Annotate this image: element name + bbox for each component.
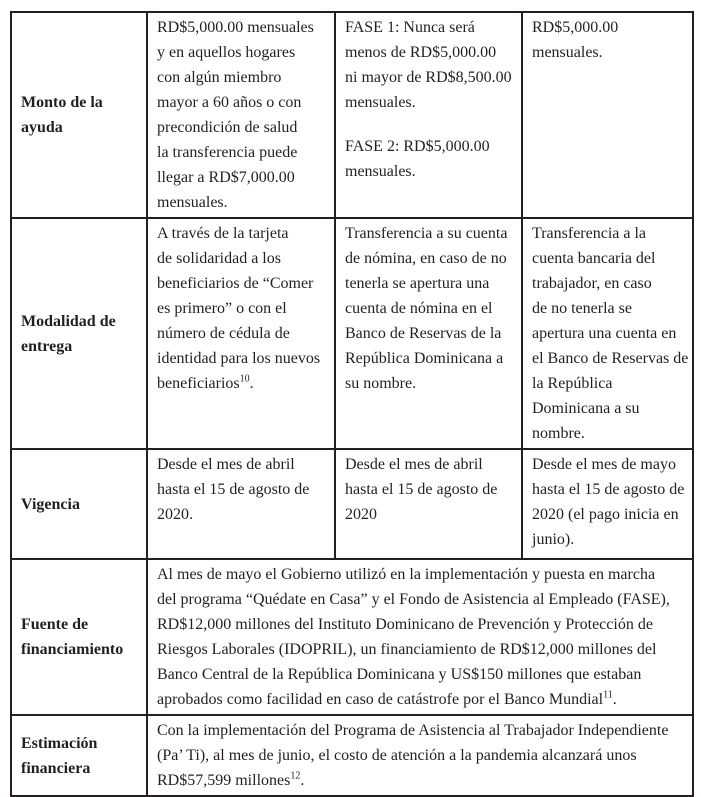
row-label-monto-de-la-ayuda: Monto de la ayuda <box>21 94 103 136</box>
cell-text: Desde el mes de abril hasta el 15 de agosto de 2020 <box>345 456 498 523</box>
cell-text-body: Al mes de mayo el Gobierno utilizó en la implementación y puesta en marcha del programa “Quédate en Casa” y el Fondo de Asistencia al Empleado (FASE), RD$12,000 millones del Instituto Dominicano de Prevención y Protección de Riesgos Laborales (IDOPRIL), un financiamiento de RD$12,000 millones del Banco Central de la República Dominicana y US$150 millones que estaban aprobados como facilidad en caso de catástrofe por el Banco Mundial <box>157 566 670 708</box>
row-modalidad-de-entrega <box>11 218 693 449</box>
row-label-cell <box>11 218 147 449</box>
cell-text: RD$5,000.00 mensuales. <box>532 19 619 61</box>
cell-text: Desde el mes de abril hasta el 15 de agosto de 2020. <box>157 456 310 523</box>
row-label-cell <box>11 449 147 559</box>
cell-text: Transferencia a la cuenta bancaria del trabajador, en caso de no tenerla se apertura una cuenta en el Banco de Reservas de la República Dominicana a su nombre. <box>532 225 689 442</box>
cell-modalidad-program-2 <box>335 218 522 449</box>
cell-text: Desde el mes de mayo hasta el 15 de agosto de 2020 (el pago inicia en junio). <box>532 456 685 548</box>
cell-modalidad-program-3 <box>522 218 693 449</box>
row-estimacion-financiera <box>11 715 693 796</box>
cell-text: Transferencia a su cuenta de nómina, en caso de no tenerla se apertura una cuenta de nómina en el Banco de Reservas de la República Dominicana a su nombre. <box>345 225 508 392</box>
row-label-cell <box>11 12 147 218</box>
footnote-marker: 12 <box>290 770 301 782</box>
footnote-marker: 10 <box>239 373 250 385</box>
cell-vigencia-program-2 <box>335 449 522 559</box>
cell-monto-program-3 <box>522 12 693 218</box>
cell-text <box>157 562 688 712</box>
footnote-marker: 11 <box>603 689 613 701</box>
cell-text-end: . <box>612 691 617 708</box>
cell-text-end: . <box>300 772 305 789</box>
cell-estimacion-merged <box>147 715 693 796</box>
cell-monto-program-1 <box>147 12 335 218</box>
row-label-cell <box>11 715 147 796</box>
row-label-vigencia: Vigencia <box>21 495 80 513</box>
cell-fuente-merged <box>147 559 693 715</box>
cell-text-body: A través de la tarjeta de solidaridad a los beneficiarios de “Comer es primero” o con el número de cédula de identidad para los nuevos beneficiarios <box>157 225 321 392</box>
cell-text-body: Con la implementación del Programa de Asistencia al Trabajador Independiente (Pa’ Ti), al mes de junio, el costo de atención a la pandemia alcanzará unos RD$57,599 millones <box>157 722 669 789</box>
program-comparison-table <box>10 11 694 797</box>
row-label-estimacion-financiera: Estimación financiera <box>21 734 98 777</box>
cell-text <box>157 718 688 793</box>
row-label-cell <box>11 559 147 715</box>
row-monto-de-la-ayuda <box>11 12 693 218</box>
row-label-modalidad-de-entrega: Modalidad de entrega <box>21 312 116 355</box>
cell-vigencia-program-3 <box>522 449 693 559</box>
cell-modalidad-program-1 <box>147 218 335 449</box>
cell-vigencia-program-1 <box>147 449 335 559</box>
cell-text <box>157 221 330 396</box>
row-label-fuente-de-financiamiento: Fuente de financiamiento <box>21 616 124 658</box>
cell-text: RD$5,000.00 mensuales y en aquellos hogares con algún miembro mayor a 60 años o con precondición de salud la transferencia puede llegar a RD$7,000.00 mensuales. <box>157 19 314 211</box>
cell-monto-program-2 <box>335 12 522 218</box>
table-body <box>11 12 693 796</box>
cell-text-end: . <box>249 375 254 392</box>
cell-paragraph-fase-2: FASE 2: RD$5,000.00 mensuales. <box>345 138 490 180</box>
row-fuente-de-financiamiento <box>11 559 693 715</box>
cell-paragraph-fase-1: FASE 1: Nunca será menos de RD$5,000.00 ni mayor de RD$8,500.00 mensuales. <box>345 19 512 111</box>
row-vigencia <box>11 449 693 559</box>
